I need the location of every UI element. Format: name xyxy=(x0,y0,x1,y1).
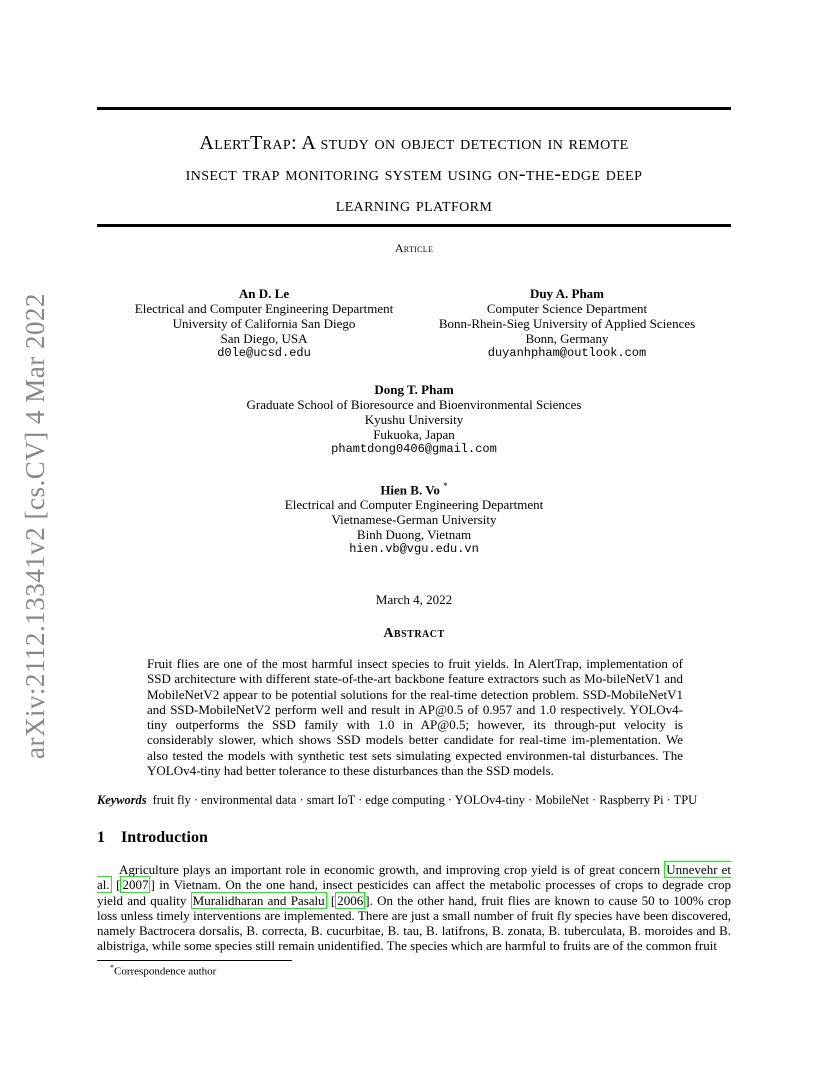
footnote-text: Correspondence author xyxy=(114,965,217,978)
section-number: 1 xyxy=(97,829,105,846)
section-title: Introduction xyxy=(121,829,208,846)
author-block-2 xyxy=(400,286,734,361)
intro-text: [ xyxy=(111,877,121,893)
author-org: Kyushu University xyxy=(364,412,464,427)
intro-text: ]. On the other hand, fruit flies are known to cause 50 to 100% crop loss unless timely interventions are implemented. There are just a small number of fruit fly species have been discovered, namely Bactrocera dorsalis, B. correcta, B. cucurbitae, B. tau, B. latifrons, B. zonata, B. tuberculata, B. moroides and B. albistriga, while some species still remain unidentified. The species which are harmful to fruits are of the common fruit xyxy=(97,892,731,954)
author-email[interactable]: hien.vb@vgu.edu.vn xyxy=(349,542,479,557)
author-email[interactable]: phamtdong0406@gmail.com xyxy=(331,442,497,456)
section-heading xyxy=(97,829,208,847)
author-block-4 xyxy=(97,479,731,557)
citation-link[interactable]: Unnevehr et al. xyxy=(97,862,731,893)
author-affiliation: Electrical and Computer Engineering Department xyxy=(134,301,394,316)
paper-title xyxy=(97,128,731,221)
intro-text: ] in Vietnam. On the one hand, insect pesticides can affect the metabolic processes of crops to degrade crop yield and quality xyxy=(97,877,731,908)
keywords-list: fruit fly · environmental data · smart IoT · edge computing · YOLOv4-tiny · MobileNet · Raspberry Pi · TPU xyxy=(152,793,698,807)
corresponding-marker: * xyxy=(443,481,448,491)
author-location: Bonn, Germany xyxy=(525,331,609,346)
arxiv-stamp: arXiv:2112.13341v2 [cs.CV] 4 Mar 2022 xyxy=(20,293,50,759)
author-name: Dong T. Pham xyxy=(374,382,454,397)
author-location: San Diego, USA xyxy=(220,331,308,346)
citation-year-link[interactable]: 2006 xyxy=(337,892,364,908)
citation-year-link[interactable]: 2007 xyxy=(122,877,149,893)
keywords-line xyxy=(97,793,737,808)
abstract-heading: Abstract xyxy=(383,626,445,641)
abstract-text: Fruit flies are one of the most harmful insect species to fruit yields. In AlertTrap, implementation of SSD architecture with different state-of-the-art backbone feature extractors such as Mo-bileNetV1 and MobileNetV2 appear to be potential solutions for the real-time detection problem. SSD-MobileNetV1 and SSD-MobileNetV2 perform well and result in AP@0.5 of 0.957 and 1.0 respectively. YOLOv4-tiny outperforms the SSD family with 1.0 in AP@0.5; however, its through-put velocity is considerably slower, which shows SSD models better candidate for real-time im-plementation. We also tested the models with synthetic test sets simulating expected environmen-tal disturbances. The YOLOv4-tiny had better tolerance to these disturbances than the SSD models. xyxy=(147,656,683,779)
author-org: Bonn-Rhein-Sieg University of Applied Sciences xyxy=(438,316,696,331)
author-affiliation: Electrical and Computer Engineering Department xyxy=(284,497,544,513)
author-affiliation: Graduate School of Bioresource and Bioenvironmental Sciences xyxy=(246,397,582,412)
title-line-2: insect trap monitoring system using on-the-edge deep xyxy=(185,163,643,185)
author-name: An D. Le xyxy=(238,286,290,301)
author-org: University of California San Diego xyxy=(172,316,356,331)
author-block-3 xyxy=(97,382,731,457)
article-label: Article xyxy=(394,241,434,255)
footnote-marker: * xyxy=(110,963,114,972)
author-name: Duy A. Pham xyxy=(529,286,605,301)
title-line-3: learning platform xyxy=(335,194,493,216)
author-block-1 xyxy=(97,286,431,361)
author-email[interactable]: duyanhpham@outlook.com xyxy=(487,346,647,360)
title-rule-bottom xyxy=(97,224,731,227)
title-rule-top xyxy=(97,107,731,110)
footnote-rule xyxy=(97,960,292,961)
author-name: Hien B. Vo xyxy=(380,482,440,498)
author-affiliation: Computer Science Department xyxy=(486,301,648,316)
intro-paragraph xyxy=(97,862,731,954)
intro-text: Agriculture plays an important role in economic growth, and improving crop yield is of great concern xyxy=(119,862,665,877)
footnote xyxy=(110,963,216,978)
keywords-label: Keywords xyxy=(97,793,147,807)
author-location: Binh Duong, Vietnam xyxy=(356,527,472,543)
author-location: Fukuoka, Japan xyxy=(373,427,455,442)
title-line-1: AlertTrap: A study on object detection in remote xyxy=(199,132,629,154)
paper-date: March 4, 2022 xyxy=(375,592,453,607)
author-name-line xyxy=(97,479,731,497)
intro-text: [ xyxy=(326,892,336,908)
author-org: Vietnamese-German University xyxy=(331,512,497,528)
citation-link[interactable]: Muralidharan and Pasalu xyxy=(192,892,325,908)
author-email[interactable]: d0le@ucsd.edu xyxy=(217,346,311,360)
